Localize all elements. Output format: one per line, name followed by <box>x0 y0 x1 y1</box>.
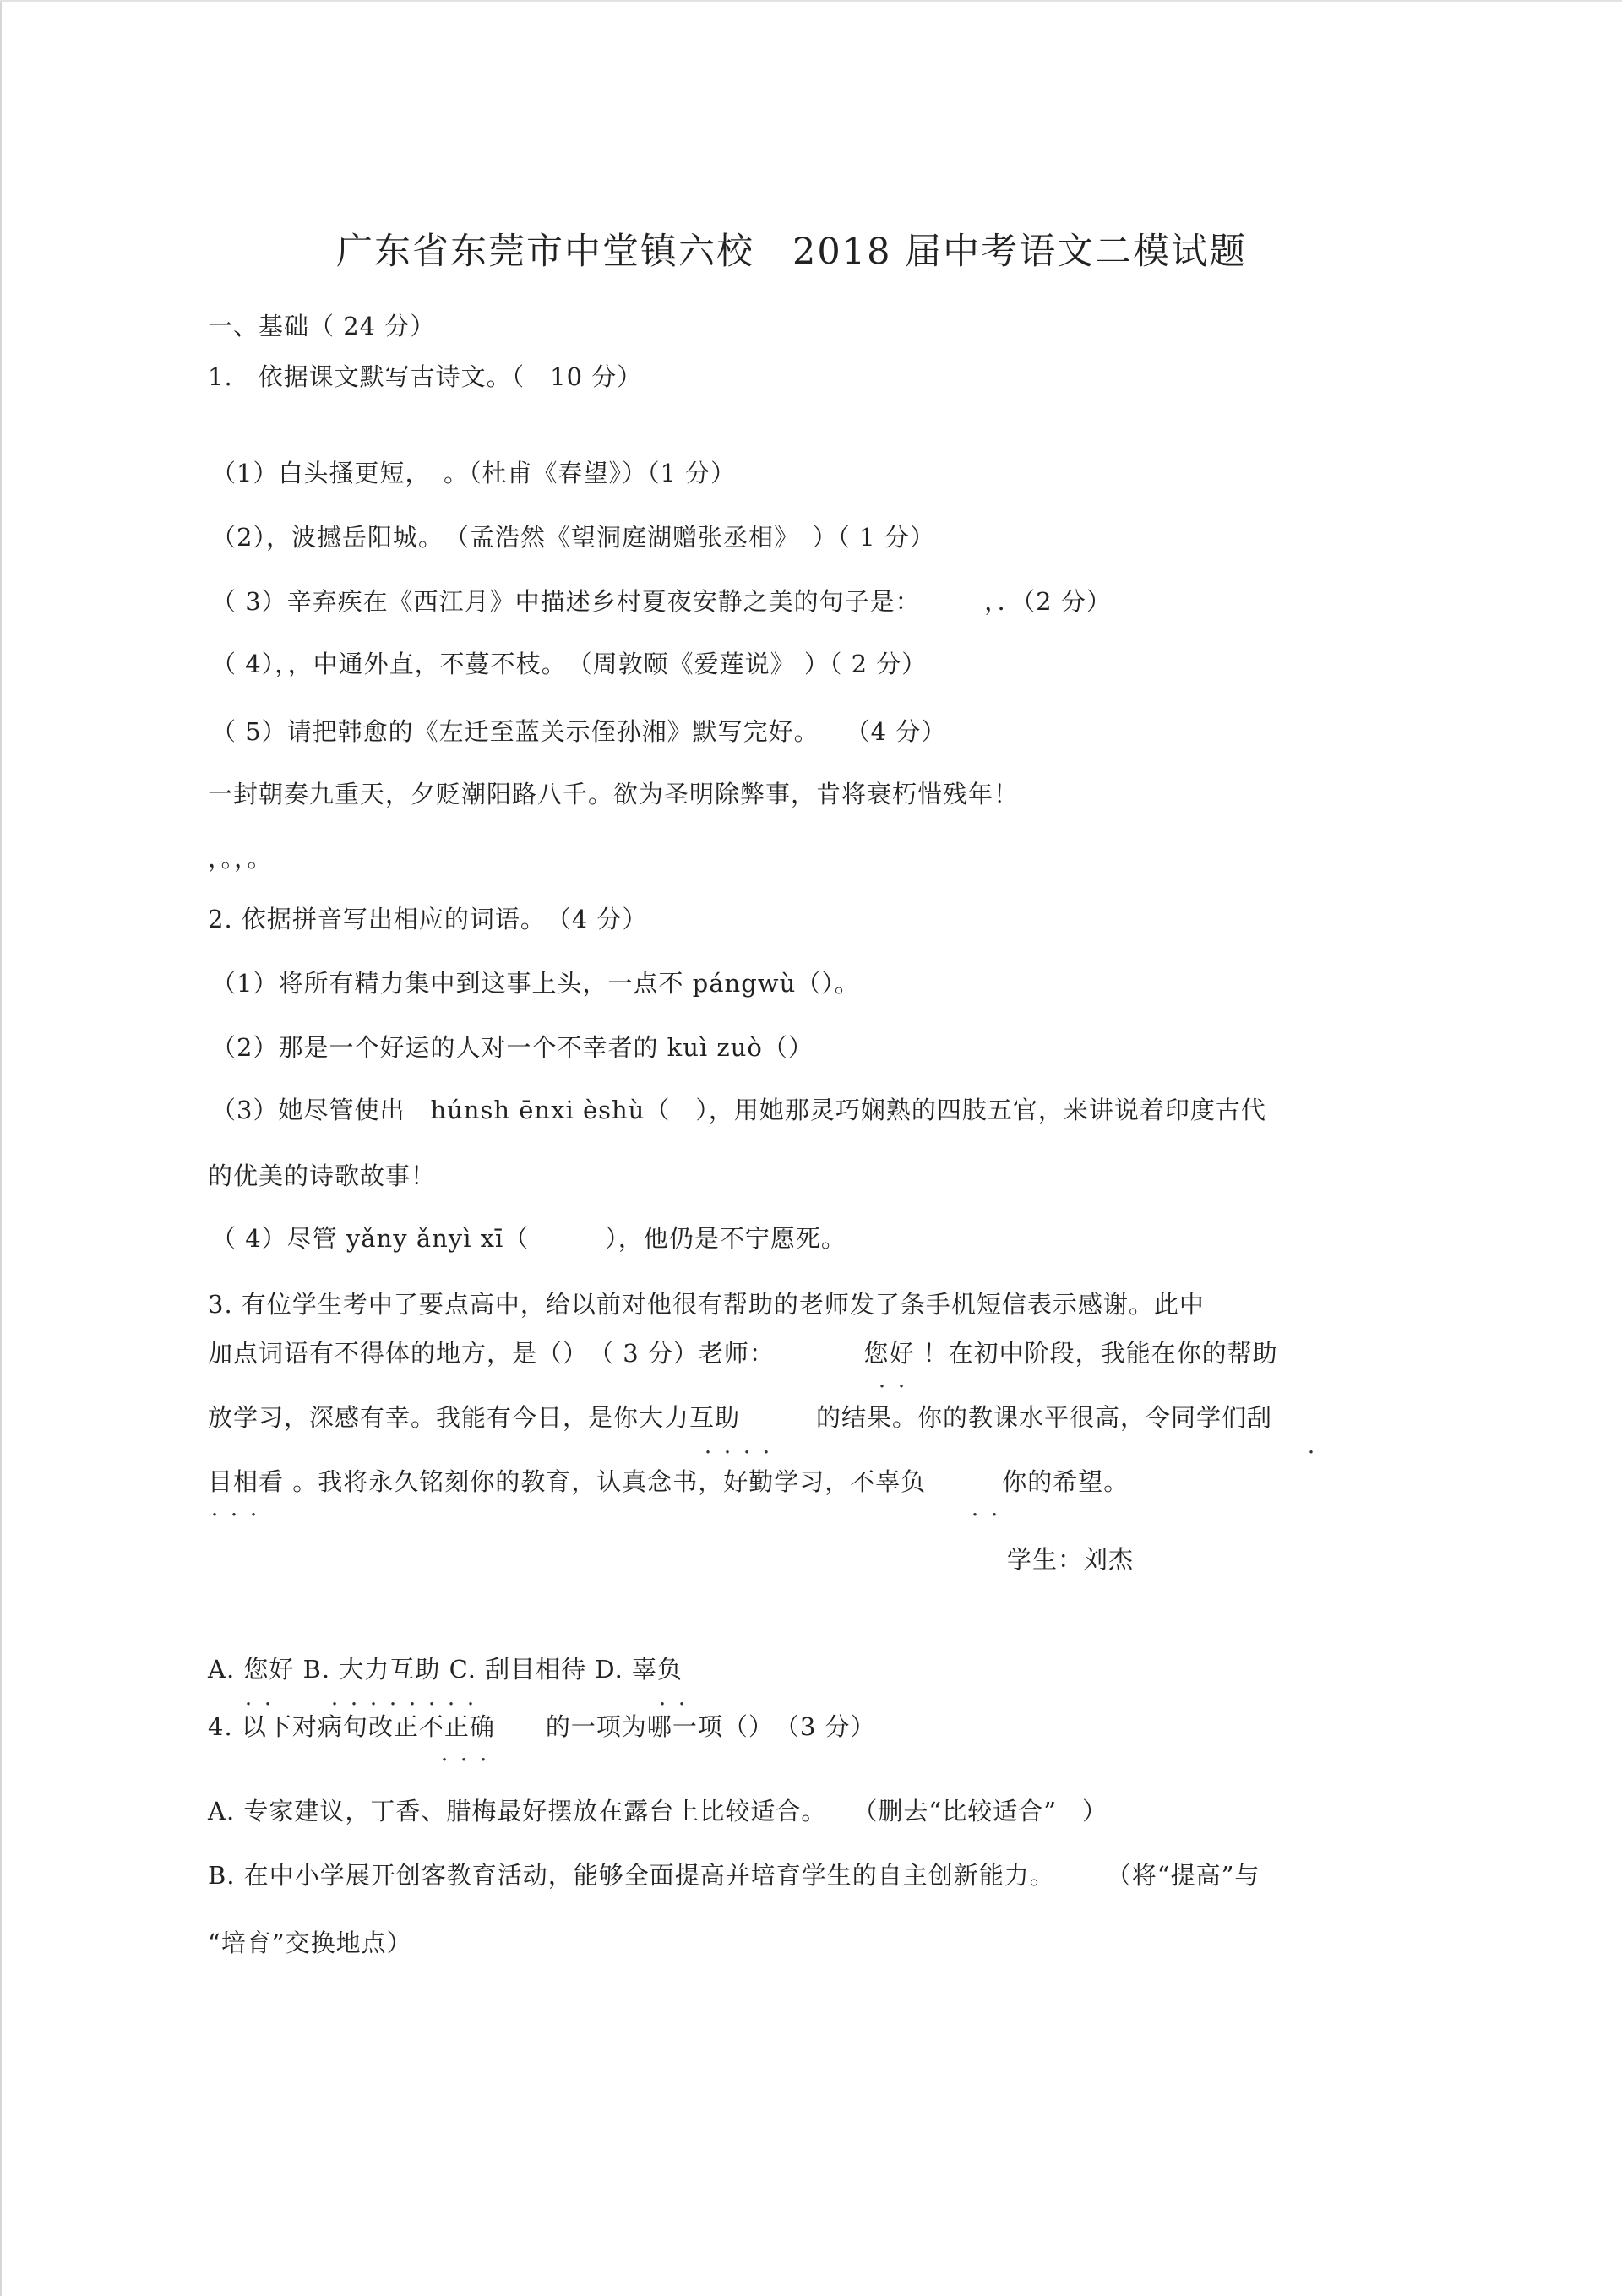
poem-text: 一封朝奏九重天，夕贬潮阳路八千。欲为圣明除弊事，肯将衰朽惜残年！ <box>208 780 1020 808</box>
emphasis-dots-option-a: ．． <box>245 1685 296 1711</box>
emphasis-dots-da-li-hu-zhu: ．．．． <box>705 1434 794 1459</box>
q1-stem: 1. 依据课文默写古诗文。（ 10 分） <box>208 362 643 391</box>
q2-stem: 2. 依据拼音写出相应的词语。 （4 分） <box>208 905 648 933</box>
signature: 学生：刘杰 <box>1007 1545 1135 1574</box>
page-edge-top <box>0 0 1622 2</box>
emphasis-dots-option-bc: ．．．．．．．． <box>331 1685 498 1711</box>
q3-line-2: 加点词语有不得体的地方，是（） （ 3 分）老师： 您好 ！在初中阶段，我能在你的帮助 <box>208 1339 1278 1368</box>
q4-option-a: A. 专家建议，丁香、腊梅最好摆放在露台上比较适合。 （删去“比较适合” ） <box>208 1797 1108 1825</box>
q4-option-b: B. 在中小学展开创客教育活动，能够全面提高并培育学生的自主创新能力。 （将“提高”与 <box>208 1861 1260 1890</box>
q1-item-2: （2），波撼岳阳城。 （孟浩然《望洞庭湖赠张丞相》 ）（ 1 分） <box>211 523 935 552</box>
q1-item-1: （1）白头搔更短， 。（杜甫《春望》）（1 分） <box>211 459 737 487</box>
document-title: 广东省东莞市中堂镇六校 2018 届中考语文二模试题 <box>336 231 1248 273</box>
section-heading: 一、基础（ 24 分） <box>208 312 436 340</box>
poem-blanks: ，。，。 <box>208 844 273 873</box>
q3-line-3: 放学习，深感有幸。我能有今日，是你大力互助 的结果。你的教课水平很高，令同学们刮 <box>208 1403 1273 1432</box>
q1-item-5: （ 5）请把韩愈的《左迁至蓝关示侄孙湘》默写完好。 （4 分） <box>211 717 947 746</box>
q2-item-3: （3）她尽管使出 húnsh ēnxi èshù（ ），用她那灵巧娴熟的四肢五官，来讲说着印度古代 <box>211 1096 1266 1124</box>
q3-line-4: 目相看 。我将永久铭刻你的教育，认真念书，好勤学习，不辜负 你的希望。 <box>208 1467 1129 1496</box>
q2-item-2: （2）那是一个好运的人对一个不幸者的 kuì zuò（） <box>211 1033 814 1062</box>
emphasis-dots-bu-zheng-que: ．．． <box>441 1741 511 1766</box>
q1-item-4: （ 4），，中通外直，不蔓不枝。 （周敦颐《爱莲说》 ）（ 2 分） <box>211 650 928 678</box>
emphasis-dots-gua: ． <box>1308 1434 1339 1459</box>
emphasis-dots-nin-hao: ．． <box>879 1368 929 1393</box>
q4-stem: 4. 以下对病句改正不正确 的一项为哪一项（） （3 分） <box>208 1712 876 1741</box>
q2-item-3-cont: 的优美的诗歌故事！ <box>208 1162 437 1190</box>
q2-item-4: （ 4）尽管 yǎny ǎnyì xī（ ），他仍是不宁愿死。 <box>211 1224 846 1253</box>
q3-stem: 3. 有位学生考中了要点高中，给以前对他很有帮助的老师发了条手机短信表示感谢。此中 <box>208 1290 1205 1319</box>
q2-item-1: （1）将所有精力集中到这事上头，一点不 pángwù（）。 <box>211 969 860 998</box>
page-edge-left <box>0 0 2 2296</box>
emphasis-dots-mu-xiang-kan: ．．． <box>211 1496 281 1521</box>
q4-option-b-cont: “培育”交换地点） <box>208 1929 412 1957</box>
q3-options: A. 您好 B. 大力互助 C. 刮目相待 D. 辜负 <box>208 1655 683 1684</box>
q1-item-3: （ 3）辛弃疾在《西江月》中描述乡村夏夜安静之美的句子是： ，．（2 分） <box>211 587 1112 616</box>
emphasis-dots-option-d: ．． <box>659 1685 710 1711</box>
emphasis-dots-gu-fu: ．． <box>972 1496 1022 1521</box>
